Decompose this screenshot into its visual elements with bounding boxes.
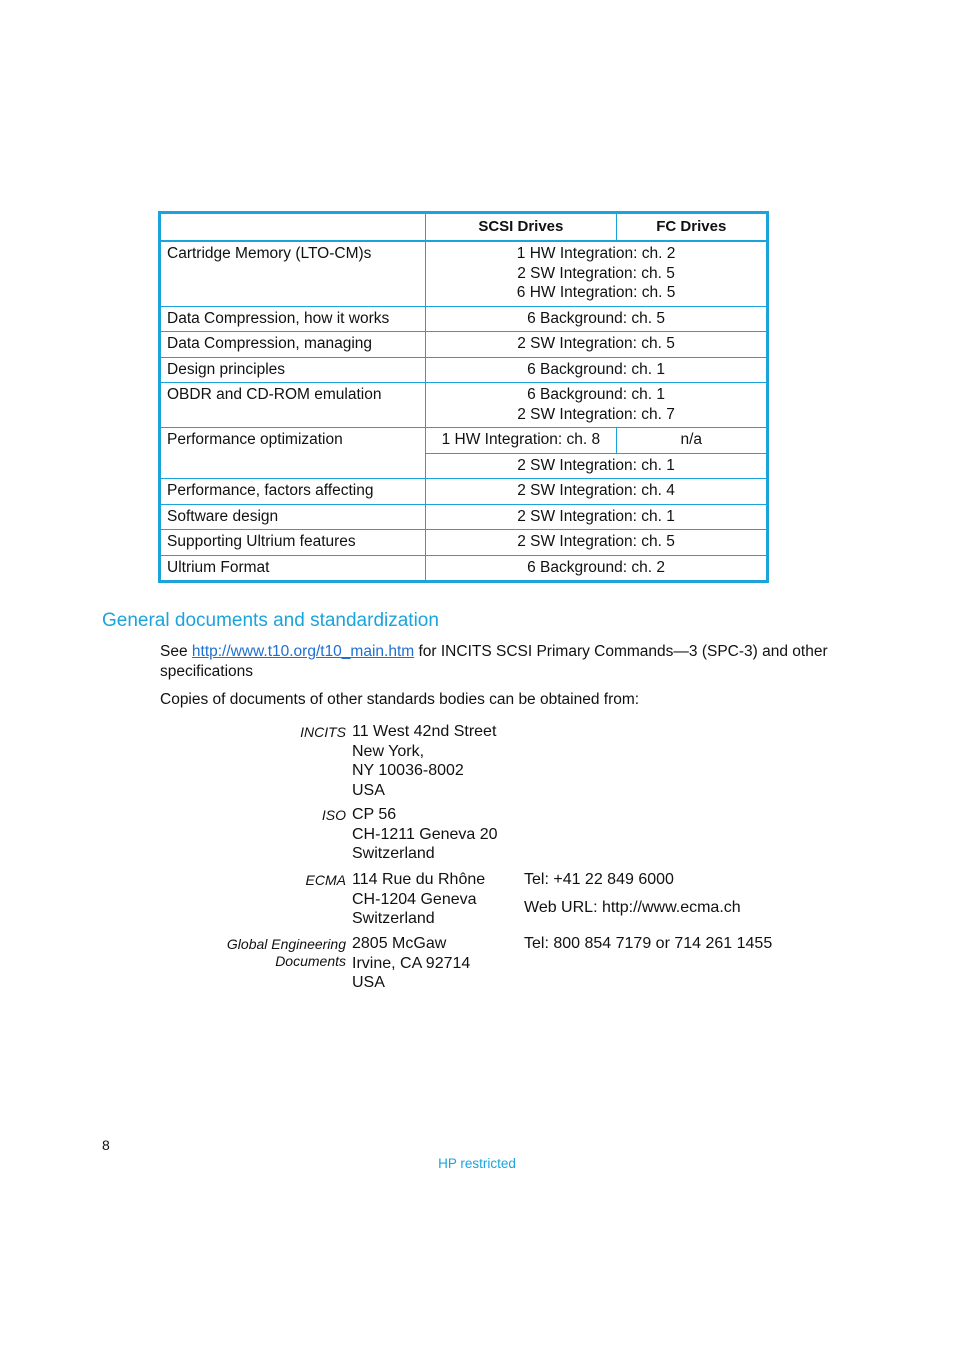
table-row — [160, 306, 768, 332]
reference-text: 1 HW Integration: ch. 8 — [441, 431, 601, 448]
reference-text: 2 SW Integration: ch. 5 — [517, 533, 675, 550]
contact-line: Tel: +41 22 849 6000 — [524, 871, 674, 888]
reference-text: 2 SW Integration: ch. 7 — [517, 405, 675, 423]
table-cell-topic — [160, 241, 426, 306]
topic-text: Cartridge Memory (LTO-CM)s — [167, 245, 372, 262]
reference-text: 6 Background: ch. 5 — [527, 309, 665, 327]
address-line: USA — [352, 781, 385, 799]
table-header-row — [160, 213, 768, 242]
topic-text: Supporting Ultrium features — [167, 533, 356, 550]
table-cell-reference — [426, 555, 768, 582]
table-row — [160, 555, 768, 582]
table-cell-fc — [616, 428, 767, 454]
table-cell-topic — [160, 357, 426, 383]
reference-text: 2 SW Integration: ch. 5 — [517, 264, 675, 282]
table-row — [160, 241, 768, 306]
reference-text: 1 HW Integration: ch. 2 — [516, 245, 676, 262]
address-line: CH-1211 Geneva 20 — [352, 825, 498, 843]
topic-text: Performance, factors affecting — [167, 482, 374, 499]
topic-text: Data Compression, how it works — [167, 309, 390, 327]
table-cell-topic — [160, 530, 426, 556]
address-line: 114 Rue du Rhône — [352, 871, 486, 888]
intro-suffix: for INCITS SCSI Primary Commands—3 (SPC-3) and other specifications — [160, 643, 828, 680]
table-cell-topic — [160, 555, 426, 582]
contact-line: Tel: 800 854 7179 or 714 261 1455 — [524, 935, 773, 952]
reference-text: 6 Background: ch. 1 — [527, 386, 665, 403]
address-ecma — [352, 870, 485, 929]
address-incits — [352, 722, 496, 800]
address-line: USA — [352, 974, 385, 991]
reference-text: n/a — [680, 431, 703, 448]
topic-text: Ultrium Format — [167, 558, 270, 576]
table-cell-topic — [160, 332, 426, 358]
table-cell-reference — [426, 241, 768, 306]
reference-text: 6 HW Integration: ch. 5 — [516, 284, 676, 301]
page-number: 8 — [102, 1137, 110, 1153]
table-row — [160, 332, 768, 358]
address-line: 11 West 42nd Street — [352, 723, 497, 740]
table-header-fc: FC Drives — [616, 213, 767, 242]
table-header-topic — [160, 213, 426, 242]
org-name-incits: INCITS — [300, 724, 346, 740]
address-line: Switzerland — [352, 845, 435, 862]
reference-text: 2 SW Integration: ch. 4 — [517, 482, 675, 499]
contact-global-engineering — [524, 934, 772, 954]
address-line: New York, — [352, 742, 425, 760]
section-title: General documents and standardization — [102, 610, 439, 631]
table-cell-topic — [160, 428, 426, 479]
table-cell-reference — [426, 530, 768, 556]
reference-text: 6 Background: ch. 2 — [527, 558, 665, 576]
intro-prefix: See — [160, 643, 192, 660]
reference-text: 6 Background: ch. 1 — [527, 360, 665, 378]
topic-text: OBDR and CD-ROM emulation — [167, 386, 382, 403]
address-line: NY 10036-8002 — [352, 762, 464, 779]
table-row — [160, 383, 768, 428]
address-line: CP 56 — [352, 806, 397, 823]
address-line: Irvine, CA 92714 — [352, 954, 471, 972]
table-row — [160, 530, 768, 556]
intro-paragraph — [160, 642, 850, 681]
topic-text: Performance optimization — [167, 431, 343, 448]
topic-text: Design principles — [167, 360, 286, 378]
org-name-iso: ISO — [321, 807, 346, 823]
table-cell-topic — [160, 383, 426, 428]
table-cell-reference — [426, 357, 768, 383]
table-cell-topic — [160, 306, 426, 332]
address-line: Switzerland — [352, 910, 435, 927]
table-row — [160, 428, 768, 454]
reference-text: 2 SW Integration: ch. 1 — [517, 456, 675, 474]
table-cell-reference — [426, 504, 768, 530]
reference-text: 2 SW Integration: ch. 5 — [517, 335, 675, 352]
table-cell-reference — [426, 479, 768, 505]
org-name-ecma: ECMA — [305, 872, 346, 888]
address-line: CH-1204 Geneva — [352, 890, 477, 908]
topic-text: Data Compression, managing — [167, 335, 373, 352]
table-row — [160, 357, 768, 383]
table-cell-scsi — [426, 428, 616, 454]
topic-text: Software design — [167, 507, 279, 525]
table-row — [160, 504, 768, 530]
reference-table — [158, 211, 769, 583]
table-header-scsi: SCSI Drives — [426, 213, 616, 242]
t10-link[interactable]: http://www.t10.org/t10_main.htm — [191, 643, 415, 660]
contact-ecma — [524, 870, 741, 917]
address-iso — [352, 805, 498, 864]
address-line: 2805 McGaw — [352, 935, 447, 952]
table-cell-reference — [426, 306, 768, 332]
copies-paragraph: Copies of documents of other standards bodies can be obtained from: — [160, 691, 640, 708]
table-cell-topic — [160, 504, 426, 530]
table-cell-reference — [426, 453, 768, 479]
reference-text: 2 SW Integration: ch. 1 — [517, 507, 675, 525]
footer-text: HP restricted — [438, 1156, 516, 1171]
org-name-global-engineering: Global Engineering Documents — [226, 936, 346, 969]
table-cell-reference — [426, 332, 768, 358]
table-cell-reference — [426, 383, 768, 428]
contact-line: Web URL: http://www.ecma.ch — [524, 898, 741, 916]
table-cell-topic — [160, 479, 426, 505]
address-global-engineering — [352, 934, 470, 993]
table-row — [160, 479, 768, 505]
